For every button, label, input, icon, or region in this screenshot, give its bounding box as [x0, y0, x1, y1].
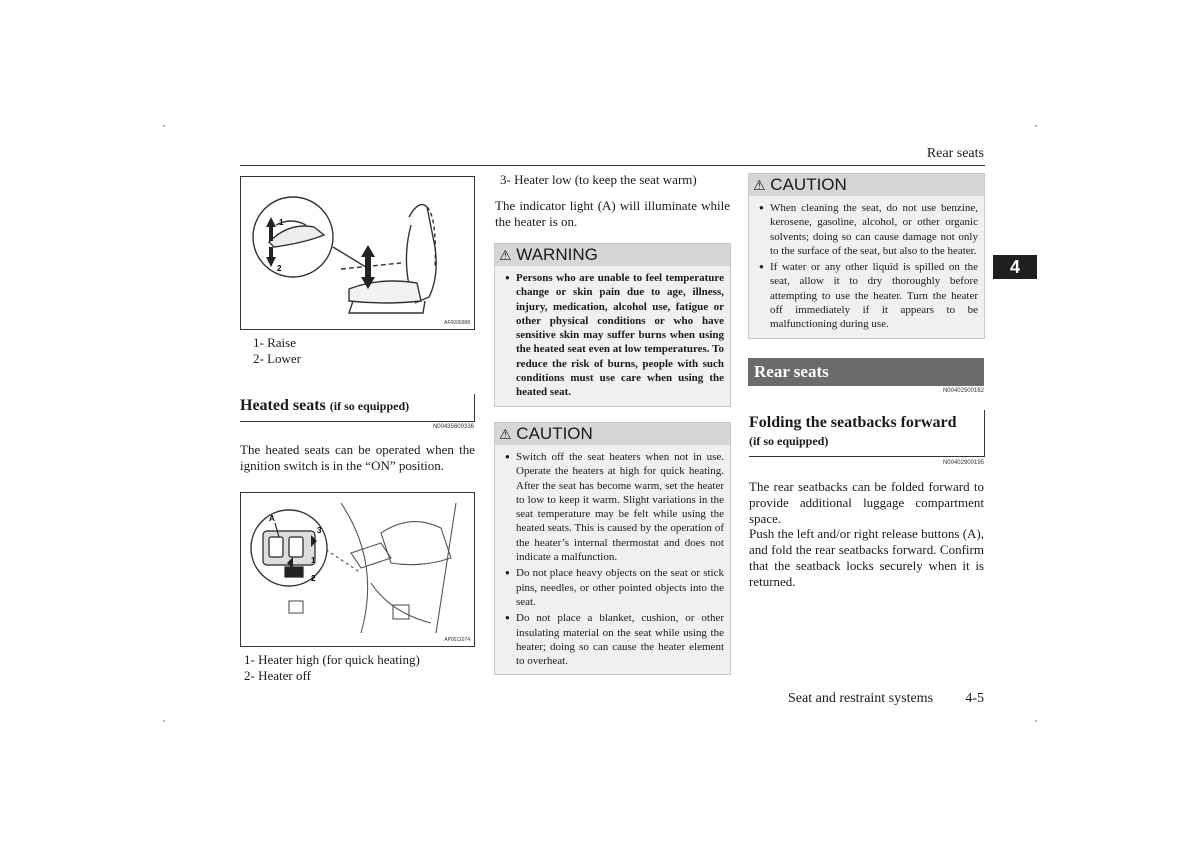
heated-seats-intro: The heated seats can be operated when the ignition switch is in the “ON” position.	[240, 442, 475, 473]
caution-triangle-icon: ⚠	[753, 177, 766, 193]
callout-3: 3	[317, 526, 322, 535]
caution-item: ● Do not place heavy objects on the seat or stick pins, needles, or other pointed objects into the seat.	[505, 566, 724, 609]
caution-item: ● Switch off the seat heaters when not in use. Operate the heaters at high for quick heating. After the seat has become warm, set the heater to low to keep it warm. Slight variations in the seat temperature may be felt while using the heated seats. This is caused by the operation of the heater’s internal thermostat and does not indicate a malfunction.	[505, 450, 724, 564]
caution-heading	[495, 423, 730, 445]
seat-height-illustration	[241, 177, 474, 329]
running-header: Rear seats	[926, 146, 984, 161]
warning-label: WARNING	[516, 245, 598, 264]
heading-qualifier: (if so equipped)	[749, 434, 829, 448]
folding-heading: Folding the seatbacks forward	[749, 414, 957, 431]
folding-para-2: Push the left and/or right release buttons (A), and fold the rear seatbacks forward. Confirm that the seatback locks securely when it is returned.	[749, 526, 984, 589]
indicator-text: The indicator light (A) will illuminate while the heater is on.	[495, 198, 730, 229]
folding-qualifier	[749, 432, 984, 450]
warning-heading	[495, 244, 730, 266]
section-code: N00402900195	[942, 460, 984, 466]
caution-triangle-icon: ⚠	[499, 426, 512, 442]
callout-1: 1	[279, 218, 284, 227]
section-code: N00435600336	[432, 424, 474, 430]
warning-item: ● Persons who are unable to feel temperature change or skin pain due to age, illness, injury, medication, alcohol use, fatigue or other physical conditions or who have sensitive skin may suffer burns when using the heated seat even at low temperatures. To reduce the risk of burns, people with such conditions must use care when using the heated seat.	[505, 271, 724, 400]
section-code: N00402500162	[942, 388, 984, 394]
callout-2: 2	[277, 264, 282, 273]
caution-list	[749, 196, 984, 338]
rear-seats-banner: Rear seats	[748, 358, 984, 386]
caution-box-middle	[494, 422, 731, 675]
caution-label: CAUTION	[516, 424, 593, 443]
caution-item: ● When cleaning the seat, do not use benzine, kerosene, gasoline, alcohol, or other organic solvents; doing so can cause damage not only to the surface of the seat, but also to the heater.	[759, 201, 978, 258]
warning-triangle-icon: ⚠	[499, 247, 512, 263]
chapter-tab: 4	[993, 255, 1037, 279]
caution-item: ● If water or any other liquid is spilled on the seat, allow it to dry thoroughly before attempting to use the heater. Turn the heater off immediately if it appears to be malfunctioning during use.	[759, 260, 978, 331]
caution-label: CAUTION	[770, 175, 847, 194]
callout-2: 2	[311, 574, 316, 583]
heater-legend	[244, 652, 420, 684]
caution-list	[495, 445, 730, 674]
heading-text: Heated seats	[240, 397, 326, 414]
figure-code: AF0006988	[444, 320, 470, 326]
heater-switch-illustration	[241, 493, 474, 646]
caution-heading	[749, 174, 984, 196]
legend-item: 1- Raise	[253, 335, 296, 350]
crop-mark	[163, 125, 165, 127]
header-rule	[240, 165, 985, 166]
folding-heading-box	[749, 410, 985, 457]
warning-list	[495, 266, 730, 406]
page-number: 4-5	[965, 691, 984, 706]
section-heading	[240, 394, 474, 415]
seat-legend	[253, 335, 301, 367]
callout-1: 1	[311, 556, 316, 565]
caution-box-right	[748, 173, 985, 339]
crop-mark	[1035, 720, 1037, 722]
figure-code: AP0011074	[444, 637, 470, 643]
legend-item: 2- Heater off	[244, 668, 311, 683]
crop-mark	[1035, 125, 1037, 127]
caution-item: ● Do not place a blanket, cushion, or other insulating material on the seat while using the heater; doing so can cause the heater element to overheat.	[505, 611, 724, 668]
heading-qualifier: (if so equipped)	[329, 399, 410, 413]
folding-para-1: The rear seatbacks can be folded forward to provide additional luggage compartment space.	[749, 479, 984, 526]
crop-mark	[163, 720, 165, 722]
callout-a: A	[269, 514, 275, 523]
heated-seats-heading-box	[240, 394, 475, 422]
warning-box	[494, 243, 731, 407]
heater-low-item: 3- Heater low (to keep the seat warm)	[500, 172, 697, 187]
legend-item: 2- Lower	[253, 351, 302, 366]
seat-height-figure	[240, 176, 475, 330]
footer-section: Seat and restraint systems	[788, 691, 934, 706]
legend-item: 1- Heater high (for quick heating)	[244, 652, 420, 667]
heater-switch-figure	[240, 492, 475, 647]
